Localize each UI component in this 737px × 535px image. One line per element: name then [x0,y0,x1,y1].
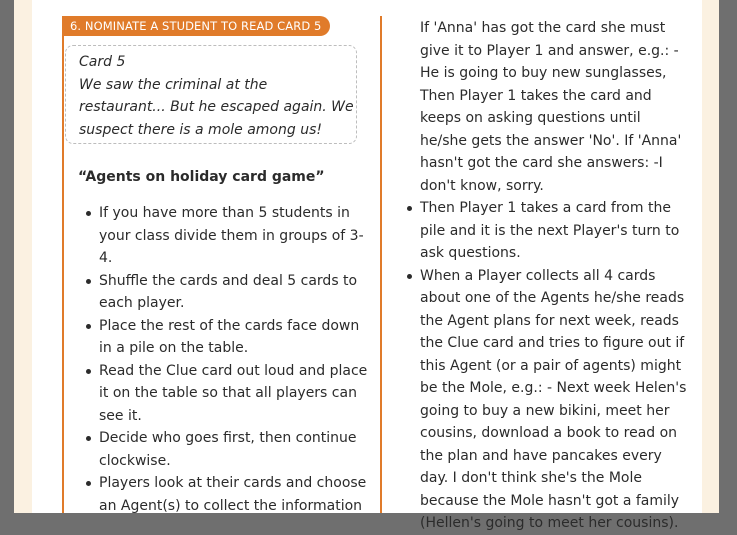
card-5-box [65,45,357,144]
card-text: We saw the criminal at the restaurant... But he escaped again. We suspect there is a mole among us! [79,76,354,138]
middle-column-divider [380,16,382,513]
list-item: Read the Clue card out loud and place it on the table so that all players can see it. [78,360,368,428]
document-page [32,0,702,531]
step-heading-badge: 6. NOMINATE A STUDENT TO READ CARD 5 [64,16,330,36]
right-column [399,17,689,535]
list-item: Decide who goes first, then continue clockwise. [78,427,368,472]
game-title: “Agents on holiday card game” [78,169,325,185]
list-item: When a Player collects all 4 cards about one of the Agents he/she reads the Agent plans for next week, reads the Clue card and tries to figure out if this Agent (or a pair of agents) might be the Mole, e.g.: - Next week Helen's going to buy a new bikini, meet her cousins, download a book to read on the plan and have pancakes every day. I don't think she's the Mole because the Mole hasn't got a family (Hellen's going to meet her cousins). [399,265,689,535]
left-column-divider [62,16,64,513]
document-viewer [14,0,719,531]
list-item: Then Player 1 takes a card from the pile and it is the next Player's turn to ask questions. [399,197,689,265]
list-item: If you have more than 5 students in your class divide them in groups of 3-4. [78,202,368,270]
continued-rule-text: If 'Anna' has got the card she must give it to Player 1 and answer, e.g.: -He is going to buy new sunglasses, Then Player 1 takes the card and keeps on asking questions until he/she gets the answer 'No'. If 'Anna' hasn't got the card she answers: -I don't know, sorry. [420,20,682,194]
list-item: Players look at their cards and choose an Agent(s) to collect the information [78,472,368,517]
game-rules-list [78,202,368,517]
right-rules-list [399,197,689,535]
card-title: Card 5 [79,54,126,70]
list-item: Place the rest of the cards face down in a pile on the table. [78,315,368,360]
list-item: Shuffle the cards and deal 5 cards to each player. [78,270,368,315]
